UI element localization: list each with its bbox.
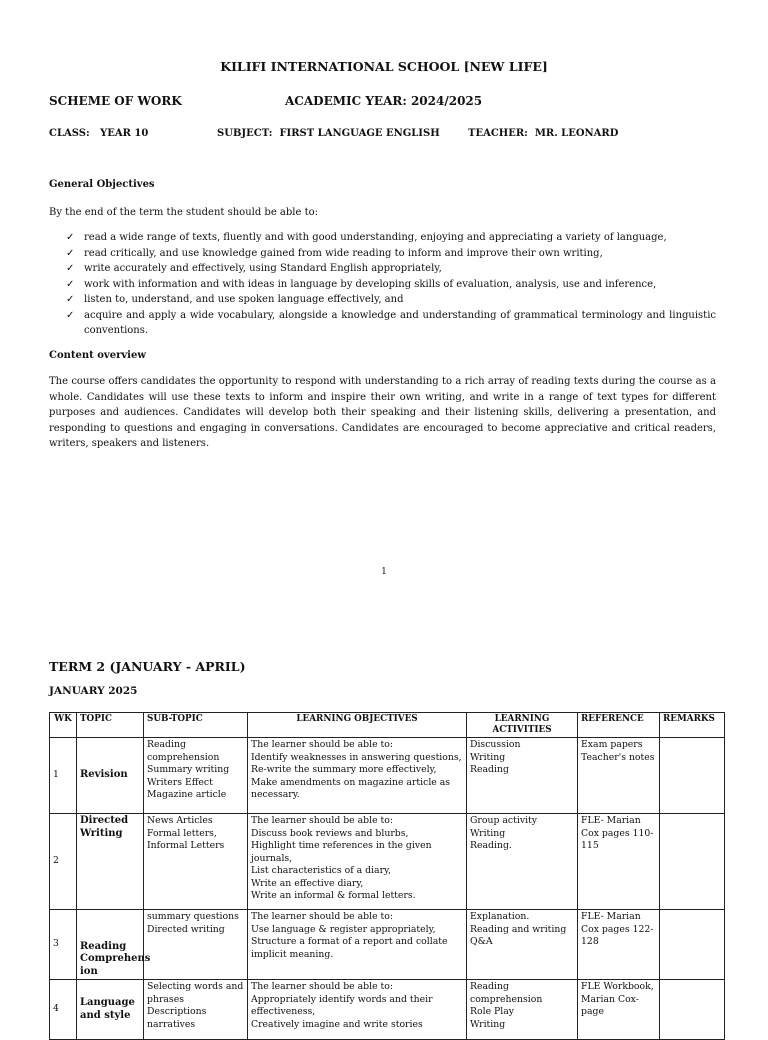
topic-cell-line: Writing bbox=[80, 827, 123, 839]
teacher-info bbox=[468, 128, 618, 139]
week-cell: 3 bbox=[50, 910, 77, 980]
subtopic-cell bbox=[144, 980, 248, 1040]
topic-cell bbox=[77, 738, 144, 814]
header-activities-line1: LEARNING bbox=[494, 714, 550, 724]
subtopic-cell-line: phrases bbox=[147, 993, 184, 1005]
subtopic-cell-line: Magazine article bbox=[147, 789, 227, 800]
subtopic-cell bbox=[144, 738, 248, 814]
objectives-cell bbox=[248, 738, 467, 814]
subtopic-cell-line: Summary writing bbox=[147, 764, 230, 775]
class-value: YEAR 10 bbox=[100, 128, 149, 139]
reference-cell bbox=[578, 910, 660, 980]
topic-cell bbox=[77, 980, 144, 1040]
reference-cell bbox=[578, 814, 660, 910]
objective-item bbox=[66, 292, 716, 308]
activities-cell-line: Reading. bbox=[470, 840, 512, 851]
scheme-table bbox=[49, 712, 725, 1040]
activities-cell bbox=[467, 910, 578, 980]
reference-cell-line: Marian Cox- bbox=[581, 993, 639, 1005]
objectives-cell-line: The learner should be able to: bbox=[251, 981, 394, 992]
week-cell: 2 bbox=[50, 814, 77, 910]
objectives-cell-line: Write an effective diary, bbox=[251, 877, 364, 889]
table-header-row bbox=[50, 713, 725, 738]
objectives-cell-line: implicit meaning. bbox=[251, 948, 334, 960]
academic-year: ACADEMIC YEAR: 2024/2025 bbox=[285, 94, 483, 108]
objectives-cell-line: List characteristics of a diary, bbox=[251, 865, 391, 876]
subtopic-cell-line: Directed writing bbox=[147, 923, 225, 935]
activities-cell-line: Reading bbox=[470, 764, 509, 775]
objectives-cell-line: Write an informal & formal letters. bbox=[251, 890, 416, 901]
objective-item bbox=[66, 308, 716, 339]
topic-cell bbox=[77, 814, 144, 910]
checkmark-icon: ✓ bbox=[66, 232, 75, 243]
activities-cell-line: Q&A bbox=[470, 936, 493, 947]
objectives-cell-line: Creatively imagine and write stories bbox=[251, 1018, 423, 1030]
week-cell: 1 bbox=[50, 738, 77, 814]
header-reference: REFERENCE bbox=[578, 713, 660, 738]
remarks-cell bbox=[660, 814, 725, 910]
subject-label: SUBJECT: bbox=[217, 128, 273, 139]
checkmark-icon: ✓ bbox=[66, 278, 75, 290]
activities-cell bbox=[467, 814, 578, 910]
objectives-heading: General Objectives bbox=[49, 179, 155, 190]
subtopic-cell bbox=[144, 910, 248, 980]
header-wk: WK bbox=[50, 713, 77, 738]
activities-cell bbox=[467, 738, 578, 814]
objectives-cell bbox=[248, 814, 467, 910]
subject-value: FIRST LANGUAGE ENGLISH bbox=[279, 128, 440, 139]
objective-text: write accurately and effectively, using Standard English appropriately, bbox=[84, 263, 442, 274]
subtopic-cell-line: comprehension bbox=[147, 751, 220, 763]
class-label: CLASS: bbox=[49, 128, 90, 139]
header-objectives: LEARNING OBJECTIVES bbox=[248, 713, 467, 738]
reference-cell-line: Teacher's notes bbox=[581, 751, 655, 763]
topic-cell bbox=[77, 910, 151, 980]
activities-cell-line: Role Play bbox=[470, 1006, 515, 1017]
table-row bbox=[50, 738, 725, 814]
subtopic-cell-line: Writers Effect bbox=[147, 776, 213, 788]
objectives-cell-line: Make amendments on magazine article as bbox=[251, 776, 451, 788]
activities-cell-line: Explanation. bbox=[470, 911, 530, 922]
objective-text: listen to, understand, and use spoken language effectively, and bbox=[84, 294, 404, 305]
objectives-cell-line: Discuss book reviews and blurbs, bbox=[251, 827, 409, 839]
objective-text: acquire and apply a wide vocabulary, alongside a knowledge and understanding of grammatical terminology and linguistic conventions. bbox=[84, 309, 716, 336]
subtopic-cell-line: Descriptions bbox=[147, 1006, 207, 1017]
activities-cell-line: Writing bbox=[470, 751, 506, 763]
reference-cell bbox=[578, 738, 660, 814]
topic-cell-line: Language bbox=[80, 997, 135, 1008]
objectives-cell-line: Highlight time references in the given bbox=[251, 840, 432, 851]
reference-cell-line: 115 bbox=[581, 840, 599, 851]
topic-cell-line: ion bbox=[80, 965, 98, 977]
page-number: 1 bbox=[381, 567, 387, 577]
objectives-list bbox=[66, 230, 716, 339]
objectives-cell-line: The learner should be able to: bbox=[251, 739, 394, 750]
objectives-cell-line: Use language & register appropriately, bbox=[251, 923, 436, 935]
activities-cell-line: Reading bbox=[470, 981, 509, 992]
topic-cell-line: and style bbox=[80, 1009, 131, 1021]
overview-paragraph: The course offers candidates the opportunity to respond with understanding to a rich array of reading texts during the course as a whole. Candidates will use these texts to inform and inspire their own writing, and write in a range of text types for different purposes and audiences. Candidates will develop both their speaking and their listening skills, delivering a presentation, and responding to questions and engaging in conversations. Candidates are encouraged to become appreciative and critical readers, writers, speakers and listeners. bbox=[49, 376, 716, 449]
table-row bbox=[50, 814, 725, 910]
topic-cell-line: Revision bbox=[80, 769, 128, 781]
objectives-cell-line: Structure a format of a report and collate bbox=[251, 936, 448, 947]
objectives-cell-line: Appropriately identify words and their bbox=[251, 993, 433, 1005]
term-title: TERM 2 (JANUARY - APRIL) bbox=[49, 659, 246, 674]
activities-cell bbox=[467, 980, 578, 1040]
teacher-label: TEACHER: bbox=[468, 128, 528, 139]
document-title: SCHEME OF WORK bbox=[49, 94, 182, 108]
reference-cell bbox=[578, 980, 660, 1040]
table-row bbox=[50, 910, 725, 980]
reference-cell-line: Cox pages 110- bbox=[581, 827, 654, 839]
month-title: JANUARY 2025 bbox=[49, 685, 138, 697]
teacher-value: MR. LEONARD bbox=[534, 128, 619, 139]
objectives-cell-line: Re-write the summary more effectively, bbox=[251, 764, 437, 775]
objectives-cell-line: The learner should be able to: bbox=[251, 911, 394, 922]
checkmark-icon: ✓ bbox=[66, 263, 75, 274]
activities-cell-line: Writing bbox=[470, 1018, 506, 1030]
header-activities bbox=[467, 713, 578, 738]
subtopic-cell-line: Formal letters, bbox=[147, 827, 217, 839]
activities-cell-line: Reading and writing bbox=[470, 923, 567, 935]
subtopic-cell-line: Selecting words and bbox=[147, 981, 244, 992]
objectives-cell-line: Identify weaknesses in answering questions, bbox=[251, 751, 462, 763]
reference-cell-line: Cox pages 122- bbox=[581, 923, 654, 935]
activities-cell-line: comprehension bbox=[470, 993, 543, 1005]
objectives-cell-line: effectiveness, bbox=[251, 1006, 316, 1017]
objective-item bbox=[66, 277, 716, 293]
subtopic-cell-line: summary questions bbox=[147, 911, 239, 922]
subtopic-cell-line: News Articles bbox=[147, 815, 213, 826]
header-subtopic: SUB-TOPIC bbox=[144, 713, 248, 738]
table-row bbox=[50, 980, 725, 1040]
header-activities-line2: ACTIVITIES bbox=[492, 725, 552, 735]
objective-text: read critically, and use knowledge gained from wide reading to inform and improve their own writing, bbox=[84, 247, 603, 259]
checkmark-icon: ✓ bbox=[66, 294, 75, 305]
remarks-cell bbox=[660, 738, 725, 814]
header-topic: TOPIC bbox=[77, 713, 144, 738]
header-remarks: REMARKS bbox=[660, 713, 725, 738]
remarks-cell bbox=[660, 910, 725, 980]
objective-text: read a wide range of texts, fluently and with good understanding, enjoying and appreciating a variety of language, bbox=[84, 232, 667, 243]
activities-cell-line: Discussion bbox=[470, 739, 521, 750]
objectives-cell bbox=[248, 910, 467, 980]
overview-heading: Content overview bbox=[49, 350, 146, 361]
objectives-cell-line: The learner should be able to: bbox=[251, 815, 394, 826]
reference-cell-line: FLE- Marian bbox=[581, 911, 641, 922]
objectives-intro: By the end of the term the student should be able to: bbox=[49, 207, 318, 218]
week-cell: 4 bbox=[50, 980, 77, 1040]
objectives-cell-line: necessary. bbox=[251, 789, 300, 800]
topic-cell-line: Directed bbox=[80, 815, 129, 826]
objective-text: work with information and with ideas in language by developing skills of evaluation, analysis, use and inference, bbox=[84, 278, 657, 290]
topic-cell-line: Reading bbox=[80, 940, 127, 952]
remarks-cell bbox=[660, 980, 725, 1040]
subject-info bbox=[217, 128, 440, 139]
class-info bbox=[49, 128, 148, 139]
reference-cell-line: Exam papers bbox=[581, 739, 643, 750]
objectives-cell bbox=[248, 980, 467, 1040]
activities-cell-line: Group activity bbox=[470, 815, 538, 826]
objective-item bbox=[66, 261, 716, 277]
reference-cell-line: FLE- Marian bbox=[581, 815, 641, 826]
checkmark-icon: ✓ bbox=[66, 247, 75, 259]
reference-cell-line: page bbox=[581, 1006, 604, 1017]
subtopic-cell-line: narratives bbox=[147, 1018, 196, 1030]
objectives-cell-line: journals, bbox=[251, 852, 293, 864]
subtopic-cell bbox=[144, 814, 248, 910]
school-title: KILIFI INTERNATIONAL SCHOOL [NEW LIFE] bbox=[220, 59, 548, 74]
table-body bbox=[50, 738, 725, 1040]
reference-cell-line: FLE Workbook, bbox=[581, 981, 654, 992]
subtopic-cell-line: Reading bbox=[147, 739, 186, 750]
objective-item bbox=[66, 230, 716, 246]
subtopic-cell-line: Informal Letters bbox=[147, 840, 225, 851]
reference-cell-line: 128 bbox=[581, 936, 599, 947]
checkmark-icon: ✓ bbox=[66, 309, 75, 321]
topic-cell-line: Comprehens bbox=[80, 953, 151, 964]
objective-item bbox=[66, 246, 716, 262]
activities-cell-line: Writing bbox=[470, 827, 506, 839]
